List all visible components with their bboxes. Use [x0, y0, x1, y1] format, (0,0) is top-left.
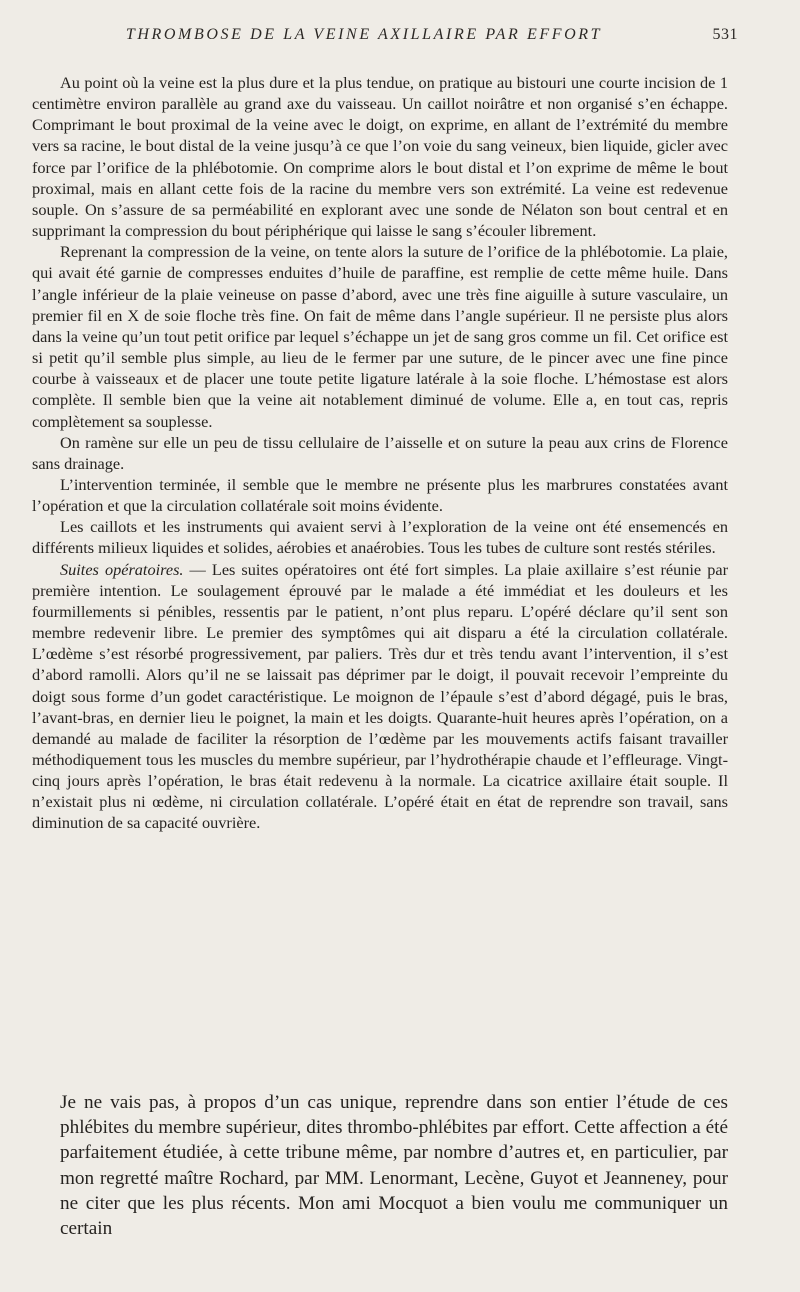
postoperative-text: — Les suites opératoires ont été fort simples. La plaie axillaire s’est réunie par première intention. Le soulagement éprouvé par le malade a été immédiat et les douleurs et les fourmillements si pénibles, ressentis par le patient, n’ont plus reparu. L’opéré déclare qu’il sent son membre redevenir libre. Le premier des symptômes qui ait disparu a été la circulation collatérale. L’œdème s’est résorbé progressivement, par paliers. Très dur et très tendu avant l’intervention, il s’est d’abord ramolli. Alors qu’il ne se laissait pas déprimer par le doigt, il pouvait recevoir l’empreinte du doigt sous forme d’un godet caractéristique. Le moignon de l’épaule s’est d’abord dégagé, puis le bras, l’avant-bras, en dernier lieu le poignet, la main et les doigts. Quarante-huit heures après l’opération, on a demandé au malade de faciliter la résorption de l’œdème par les mouvements actifs faisant travailler méthodiquement tous les muscles du membre supérieur, par l’hydrothérapie chaude et l’effleurage. Vingt-cinq jours après l’opération, le bras était redevenu à la normale. La cicatrice axillaire était souple. Il n’existait plus ni œdème, ni circulation collatérale. L’opéré était en état de reprendre son travail, sans diminution de sa capacité ouvrière. — [32, 559, 728, 833]
paragraph-closure: On ramène sur elle un peu de tissu cellulaire de l’aisselle et on suture la peau aux crins de Florence sans drainage. — [32, 432, 728, 473]
page-header — [60, 26, 738, 50]
paragraph-cultures: Les caillots et les instruments qui avaient servi à l’exploration de la veine ont été ensemencés en différents milieux liquides et solides, aérobies et anaérobies. Tous les tubes de culture sont restés stériles. — [32, 517, 728, 558]
postoperative-heading: Suites opératoires. — [60, 559, 184, 579]
paragraph-intervention-end: L’intervention terminée, il semble que le membre ne présente plus les marbrures constatées avant l’opération et que la circulation collatérale soit moins évidente. — [32, 474, 728, 516]
discussion-text — [60, 1090, 728, 1241]
case-report-text — [32, 72, 728, 834]
running-title: THROMBOSE DE LA VEINE AXILLAIRE PAR EFFORT — [125, 26, 603, 43]
paragraph-postoperative — [32, 559, 728, 834]
paragraph-suture: Reprenant la compression de la veine, on tente alors la suture de l’orifice de la phlébotomie. La plaie, qui avait été garnie de compresses enduites d’huile de paraffine, est remplie de cette même huile. Dans l’angle inférieur de la plaie veineuse on passe d’abord, avec une très fine aiguille à suture vasculaire, un premier fil en X de soie floche très fine. On fait de même dans l’angle supérieur. Il ne persiste plus alors dans la veine qu’un tout petit orifice par lequel s’échappe un jet de sang gros comme un fil. Cet orifice est si petit qu’il semble plus simple, au lieu de le fermer par une suture, de le pincer avec une fine pince courbe à vaisseaux et de placer une toute petite ligature latérale à la soie floche. L’hémostase est alors complète. Il semble bien que la veine ait notablement diminué de volume. Elle a, en tout cas, repris complètement sa souplesse. — [32, 242, 728, 431]
paragraph-incision: Au point où la veine est la plus dure et la plus tendue, on pratique au bistouri une courte incision de 1 centimètre environ parallèle au grand axe du vaisseau. Un caillot noirâtre et non organisé s’en échappe. Comprimant le bout proximal de la veine avec le doigt, on exprime, en allant de l’extrémité du membre vers sa racine, le bout distal de la veine jusqu’à ce que l’on voie du sang veineux, bien liquide, gicler avec force par l’orifice de la phlébotomie. On comprime alors le bout distal et l’on exprime de même le bout proximal, mais en allant cette fois de la racine du membre vers son extrémité. La veine est redevenue souple. On s’assure de sa perméabilité en explorant avec une sonde de Nélaton son bout central et en supprimant la compression du bout périphérique qui laisse le sang s’écouler librement. — [32, 73, 728, 241]
paragraph-discussion: Je ne vais pas, à propos d’un cas unique, reprendre dans son entier l’étude de ces phlébites du membre supérieur, dites thrombo-phlébites par effort. Cette affection a été parfaitement étudiée, à cette tribune même, par nombre d’autres et, en particulier, par mon regretté maître Rochard, par MM. Lenormant, Lecène, Guyot et Jeanneney, pour ne citer que les plus récents. Mon ami Mocquot a bien voulu me communiquer un certain — [60, 1092, 728, 1240]
page-number: 531 — [712, 26, 738, 43]
